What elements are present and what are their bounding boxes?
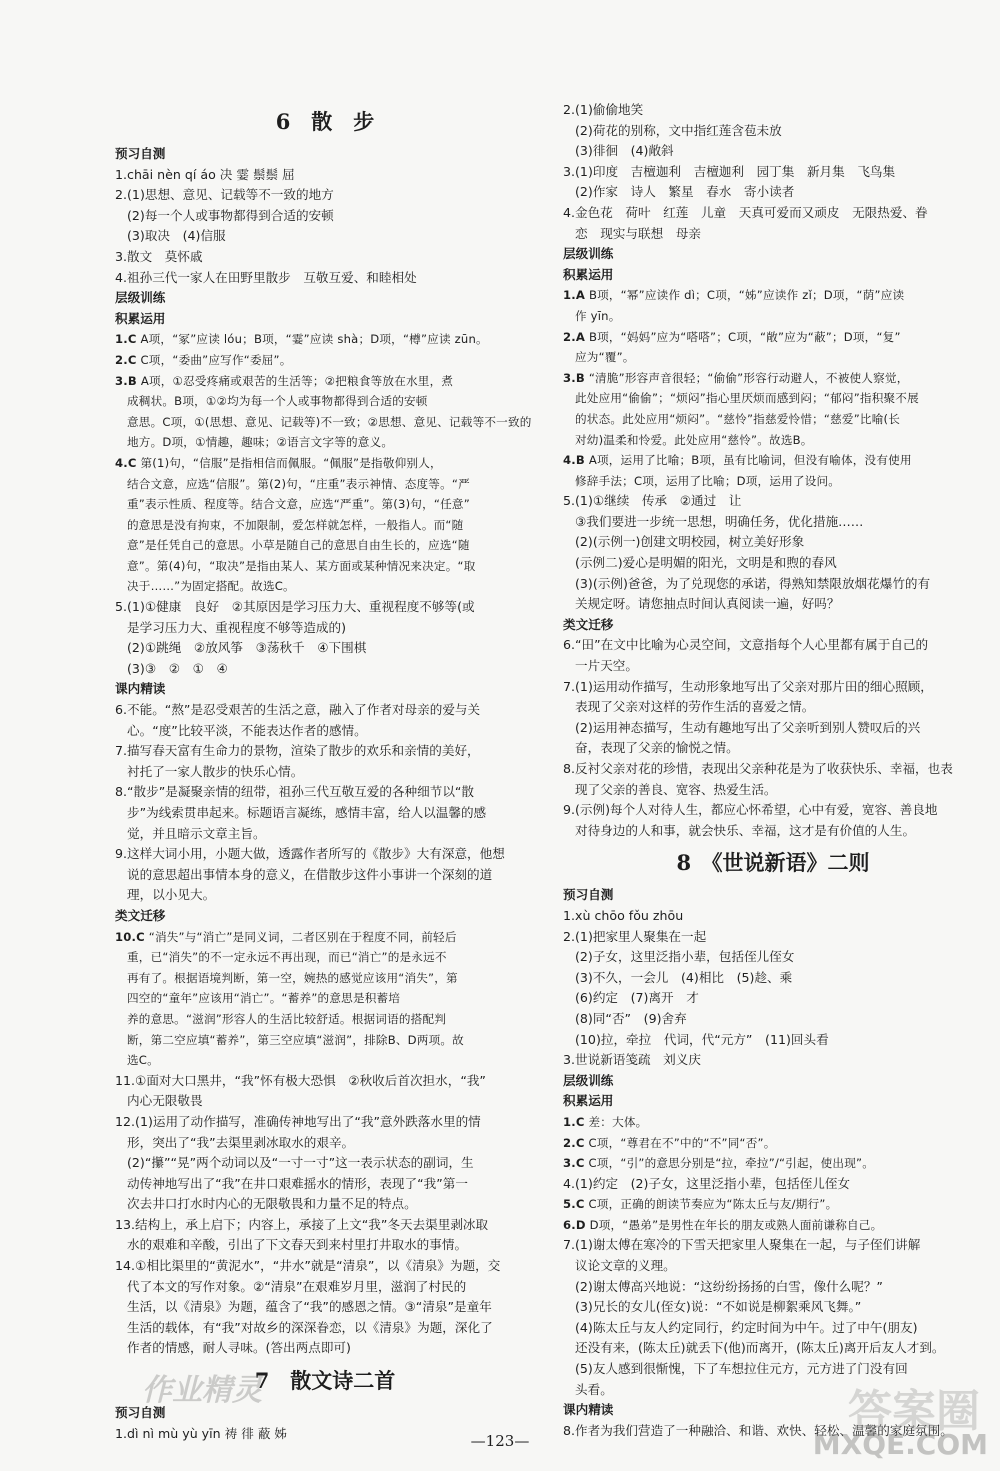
section-heading: 预习自测 bbox=[563, 887, 614, 903]
explanation-text: 决于……”为固定搭配。故选C。 bbox=[127, 579, 295, 594]
answer-number: 2.C bbox=[563, 1135, 585, 1150]
explanation-text: 修辞手法；C项，运用了比喻；D项，运用了设问。 bbox=[575, 473, 841, 488]
answer-line: (3)兄长的女儿(侄女)说：“不如说是柳絮乘风飞舞。” bbox=[575, 1299, 862, 1315]
watermark-logo: 答案圈 bbox=[848, 1386, 980, 1437]
answer-line: 形，突出了“我”去渠里剥冰取水的艰辛。 bbox=[127, 1134, 355, 1150]
explanation-text: 意”。第(4)句，“取决”是指由某人、某方面或某种情况来决定。“取 bbox=[127, 558, 476, 573]
answer-line: 头看。 bbox=[575, 1381, 613, 1397]
answer-line: 9.(示例)每个人对待人生，都应心怀希望，心中有爱，宽容、善良地 bbox=[563, 802, 938, 818]
answer-line: 恋 现实与联想 母亲 bbox=[575, 225, 701, 241]
answer-line: 作者的情感，耐人寻味。(答出两点即可) bbox=[127, 1340, 351, 1356]
explanation-line bbox=[563, 1194, 983, 1215]
explanation-line bbox=[115, 968, 535, 989]
explanation-line bbox=[563, 347, 983, 368]
explanation-line bbox=[563, 1112, 983, 1133]
answer-line: 表现了父亲对这样的劳作生活的喜爱之情。 bbox=[575, 699, 815, 715]
explanation-line bbox=[563, 1153, 983, 1174]
answer-line: (2)运用神态描写，生动有趣地写出了父亲听到别人赞叹后的兴 bbox=[575, 719, 921, 735]
explanation-text: 养的意思。“滋润”形容人的生活比较舒适。根据词语的搭配判 bbox=[127, 1011, 447, 1026]
explanation-line bbox=[563, 327, 983, 348]
answer-number: 4.B bbox=[563, 453, 585, 468]
subsection-heading: 积累运用 bbox=[115, 310, 166, 326]
explanation-text: 重”表示性质、程度等。结合文意，应选“严重”。第(3)句，“任意” bbox=[127, 497, 470, 512]
section-heading: 层级训练 bbox=[563, 1072, 614, 1088]
answer-line: 2.(1)把家里人聚集在一起 bbox=[563, 928, 707, 944]
answer-line: 心。“度”比较平淡，不能表达作者的感情。 bbox=[127, 722, 367, 738]
explanation-text: 意”是任凭自己的意思。小草是随自己的意思自由生长的，应选“随 bbox=[127, 538, 470, 553]
answer-line: (2)作家 诗人 繁星 春水 寄小读者 bbox=[575, 184, 795, 200]
explanation-text: 差：大体。 bbox=[588, 1114, 648, 1129]
answer-number: 1.A bbox=[563, 288, 586, 303]
answer-line: (6)约定 (7)离开 才 bbox=[575, 990, 699, 1006]
explanation-line bbox=[115, 576, 535, 597]
explanation-line bbox=[563, 450, 983, 471]
explanation-line bbox=[115, 556, 535, 577]
answer-line: 动传神地写出了“我”在井口艰难摇水的情形，表现了“我”第一 bbox=[127, 1175, 468, 1191]
answer-line: ③我们要进一步统一思想，明确任务，优化措施…… bbox=[575, 513, 864, 529]
answer-line: 步”为线索贯串起来。标题语言凝练，感情丰富，给人以温馨的感 bbox=[127, 805, 487, 820]
explanation-line bbox=[115, 494, 535, 515]
answer-line: (4)陈太丘与友人约定同行，约定时间为中午。过了中午(朋友) bbox=[575, 1319, 918, 1335]
answer-line: 7.(1)谢太傅在寒冷的下雪天把家里人聚集在一起，与子侄们讲解 bbox=[563, 1237, 921, 1253]
answer-line: 4.祖孙三代一家人在田野里散步 互敬互爱、和睦相处 bbox=[115, 269, 417, 285]
explanation-line bbox=[115, 474, 535, 495]
explanation-text: B项，“幂”应读作 dì；C项，“姊”应读作 zǐ；D项，“荫”应读 bbox=[588, 288, 905, 303]
answer-line: 水的艰难和辛酸，引出了下文春天到来村里打井取水的事情。 bbox=[127, 1237, 468, 1253]
explanation-text: 再有了。根据语境判断，第一空，婉热的感觉应该用“消失”，第 bbox=[127, 970, 458, 985]
explanation-text: C项，正确的朗读节奏应为“陈太丘与友/期行”。 bbox=[588, 1197, 838, 1212]
subsection-heading: 课内精读 bbox=[115, 681, 166, 697]
answer-line: 议论文章的义理。 bbox=[575, 1258, 676, 1274]
answer-line: 是学习压力大、重视程度不够等造成的) bbox=[127, 619, 347, 635]
explanation-text: 作 yīn。 bbox=[575, 308, 621, 323]
answer-line: (3)不久，一会儿 (4)相比 (5)趁、乘 bbox=[575, 969, 793, 985]
answer-line: (2)子女，这里泛指小辈，包括侄儿侄女 bbox=[575, 949, 795, 965]
answer-line: 1.xù chōo fǒu zhōu bbox=[563, 907, 684, 923]
answer-line: 3.散文 莫怀戚 bbox=[115, 248, 203, 264]
explanation-text: 应为“覆”。 bbox=[575, 350, 635, 365]
answer-line: 理，以小见大。 bbox=[127, 887, 216, 903]
answer-line: 14.①相比渠里的“黄泥水”，“井水”就是“清泉”，以《清泉》为题，交 bbox=[115, 1258, 501, 1274]
section-title: 7 散文诗二首 bbox=[254, 1368, 396, 1394]
explanation-line bbox=[115, 371, 535, 392]
answer-line: (3)③ ② ① ④ bbox=[127, 660, 228, 676]
explanation-text: 结合文意，应选“信服”。第(2)句，“庄重”表示神情、态度等。“严 bbox=[127, 476, 470, 491]
explanation-text: 意思。C项，①(思想、意见、记载等)不一致；②思想、意见、记载等不一致的 bbox=[127, 414, 532, 429]
explanation-line bbox=[115, 927, 535, 948]
answer-line: 6.“田”在文中比喻为心灵空间，文意指每个人心里都有属于自己的 bbox=[563, 637, 929, 653]
explanation-line bbox=[563, 409, 983, 430]
answer-line: 6.不能。“熬”是忍受艰苦的生活之意，融入了作者对母亲的爱与关 bbox=[115, 702, 481, 718]
explanation-line bbox=[563, 368, 983, 389]
right-column bbox=[563, 100, 983, 1441]
answer-line: 说的意思超出事情本身的意义，在借散步这件小事讲一个深刻的道 bbox=[127, 866, 493, 882]
explanation-line bbox=[115, 535, 535, 556]
explanation-line bbox=[115, 988, 535, 1009]
answer-line: (2)①跳绳 ②放风筝 ③荡秋千 ④下围棋 bbox=[127, 640, 367, 656]
left-column bbox=[115, 100, 535, 1444]
answer-line: 觉，并且暗示文章主旨。 bbox=[127, 825, 266, 841]
explanation-line bbox=[115, 391, 535, 412]
explanation-line bbox=[563, 285, 983, 306]
answer-line: (8)同“否” (9)舍弃 bbox=[575, 1010, 687, 1026]
answer-number: 2.A bbox=[563, 329, 586, 344]
answer-line: 2.(1)思想、意见、记载等不一致的地方 bbox=[115, 187, 334, 203]
explanation-text: C项，“委曲”应写作“委屈”。 bbox=[140, 352, 292, 367]
answer-line: 衬托了一家人散步的快乐心情。 bbox=[127, 763, 304, 779]
explanation-text: 地方。D项，①情趣，趣味；②语言文字等的意义。 bbox=[127, 435, 394, 450]
answer-line: 生活，以《清泉》为题，蕴含了“我”的感恩之情。③“清泉”是童年 bbox=[127, 1299, 492, 1315]
explanation-line bbox=[115, 1050, 535, 1071]
answer-line: 7.(1)运用动作描写，生动形象地写出了父亲对那片田的细心照顾， bbox=[563, 678, 933, 694]
answer-number: 1.C bbox=[563, 1114, 585, 1129]
answer-line: 11.①面对大口黑井，“我”怀有极大恐惧 ②秋收后首次担水，“我” bbox=[115, 1072, 486, 1088]
section-heading: 层级训练 bbox=[115, 290, 166, 306]
subsection-heading: 类文迁移 bbox=[563, 616, 614, 632]
explanation-text: 此处应用“偷偷”；“烦闷”指心里厌烦而感到闷；“郁闷”指积聚不展 bbox=[575, 391, 919, 406]
answer-line: 生活的载体，有“我”对故乡的深深眷恋，以《清泉》为题，深化了 bbox=[127, 1319, 493, 1335]
answer-line: (示例二)爱心是明媚的阳光，文明是和煦的春风 bbox=[575, 555, 837, 571]
explanation-line bbox=[115, 432, 535, 453]
answer-line: 5.(1)①健康 良好 ②其原因是学习压力大、重视程度不够等(或 bbox=[115, 599, 475, 615]
answer-line: (3)(示例)爸爸，为了兑现您的承诺，得熟知禁限放烟花爆竹的有 bbox=[575, 575, 931, 591]
explanation-line bbox=[563, 430, 983, 451]
answer-number: 3.B bbox=[115, 373, 137, 388]
answer-line: (3)取决 (4)信服 bbox=[127, 228, 226, 244]
answer-number: 2.C bbox=[115, 352, 137, 367]
answer-line: (2)每一个人或事物都得到合适的安顿 bbox=[127, 207, 334, 223]
answer-line: 内心无限敬畏 bbox=[127, 1093, 203, 1109]
explanation-text: B项，“妈妈”应为“嗒嗒”；C项，“敞”应为“蔽”；D项，“复” bbox=[588, 329, 901, 344]
answer-line: 4.金色花 荷叶 红莲 儿童 天真可爱而又顽皮 无限热爱、眷 bbox=[563, 204, 928, 220]
section-heading: 层级训练 bbox=[563, 246, 614, 262]
answer-number: 6.D bbox=[563, 1217, 586, 1232]
answer-line: 3.世说新语笺疏 刘义庆 bbox=[563, 1052, 701, 1068]
answer-line: 还没有来，(陈太丘)就丢下(他)而离开，(陈太丘)离开后友人才到。 bbox=[575, 1340, 945, 1356]
explanation-text: 成稠状。B项，①②均为每一个人或事物都得到合适的安顿 bbox=[127, 394, 428, 409]
explanation-text: “消失”与“消亡”是同义词，二者区别在于程度不同，前轻后 bbox=[148, 929, 457, 944]
answer-line: (2)谢太傅高兴地说：“这纷纷扬扬的白雪，像什么呢？” bbox=[575, 1278, 883, 1294]
explanation-line bbox=[115, 515, 535, 536]
explanation-line bbox=[563, 388, 983, 409]
subsection-heading: 积累运用 bbox=[563, 266, 614, 282]
answer-line: 次去井口打水时内心的无限敬畏和力量不足的特点。 bbox=[127, 1196, 417, 1212]
answer-line: 13.结构上，承上启下；内容上，承接了上文“我”冬天去渠里剥冰取 bbox=[115, 1216, 489, 1232]
explanation-line bbox=[563, 1133, 983, 1154]
explanation-line bbox=[115, 453, 535, 474]
explanation-text: A项，“冢”应读 lóu；B项，“霎”应读 shà；D项，“樽”应读 zūn。 bbox=[140, 332, 488, 347]
explanation-text: 四空的“童年”应该用“消亡”。“蓄养”的意思是积蓄培 bbox=[127, 991, 401, 1006]
subsection-heading: 课内精读 bbox=[563, 1402, 614, 1418]
explanation-text: 重，已“消失”的不一定永远不再出现，而已“消亡”的是永远不 bbox=[127, 950, 447, 965]
explanation-text: C项，“尊君在不”中的“不”同“否”。 bbox=[588, 1135, 776, 1150]
explanation-text: D项，“愚弟”是男性在年长的朋友或熟人面前谦称自己。 bbox=[589, 1217, 883, 1232]
explanation-line bbox=[115, 412, 535, 433]
answer-number: 4.C bbox=[115, 455, 137, 470]
answer-line: 一片天空。 bbox=[575, 658, 638, 674]
section-heading: 预习自测 bbox=[115, 146, 166, 161]
subsection-heading: 积累运用 bbox=[563, 1093, 614, 1109]
explanation-text: “清脆”形容声音很轻；“偷偷”形容行动避人，不被使人察觉， bbox=[588, 370, 909, 385]
answer-line: 8.反衬父亲对花的珍惜，表现出父亲种花是为了收获快乐、幸福，也表 bbox=[563, 761, 953, 776]
explanation-line bbox=[115, 1009, 535, 1030]
answer-line: (10)拉，牵拉 代词，代“元方” (11)回头看 bbox=[575, 1031, 829, 1047]
page-number: — 123 — bbox=[0, 1432, 1000, 1450]
answer-line: 2.(1)偷偷地笑 bbox=[563, 102, 644, 117]
explanation-line bbox=[563, 471, 983, 492]
answer-line: (2)荷花的别称，文中指红莲含苞未放 bbox=[575, 122, 782, 138]
answer-line: 奋，表现了父亲的愉悦之情。 bbox=[575, 740, 739, 756]
explanation-text: 的状态。此处应用“烦闷”。“慈怜”指慈爱怜惜；“慈爱”比喻(长 bbox=[575, 411, 901, 426]
answer-number: 3.C bbox=[563, 1156, 585, 1171]
watermark-site: MXQE.COM bbox=[812, 1428, 988, 1461]
explanation-text: 的意思是没有拘束，不加限制，爱怎样就怎样，一般指人。而“随 bbox=[127, 517, 464, 532]
subsection-heading: 类文迁移 bbox=[115, 907, 166, 923]
watermark-text: 作业精灵 bbox=[142, 1373, 262, 1408]
explanation-line bbox=[563, 1215, 983, 1236]
answer-line: 8.“散步”是凝聚亲情的纽带，祖孙三代互敬互爱的各种细节以“散 bbox=[115, 784, 475, 800]
explanation-line bbox=[115, 350, 535, 371]
answer-line: 对待身边的人和事，就会快乐、幸福，这才是有价值的人生。 bbox=[575, 822, 916, 838]
explanation-line bbox=[563, 306, 983, 327]
answer-line: 4.(1)约定 (2)子女，这里泛指小辈，包括侄儿侄女 bbox=[563, 1175, 850, 1191]
answer-line: 关规定呀。请您抽点时间认真阅读一遍，好吗？ bbox=[575, 596, 840, 612]
answer-line: 3.(1)印度 吉檀迦利 吉檀迦利 园丁集 新月集 飞鸟集 bbox=[563, 163, 896, 179]
explanation-line bbox=[115, 1030, 535, 1051]
explanation-text: 断，第二空应填“蓄养”，第三空应填“滋润”，排除B、D两项。故 bbox=[127, 1032, 464, 1047]
answer-line: 7.描写春天富有生命力的景物，渲染了散步的欢乐和亲情的美好， bbox=[115, 743, 480, 759]
explanation-line bbox=[115, 947, 535, 968]
explanation-text: 选C。 bbox=[127, 1053, 159, 1068]
answer-line: (3)徘徊 (4)敞斜 bbox=[575, 143, 674, 159]
explanation-line bbox=[115, 329, 535, 350]
answer-number: 1.C bbox=[115, 332, 137, 347]
answer-line: 代了本文的写作对象。②“清泉”在艰难岁月里，滋润了村民的 bbox=[127, 1278, 467, 1294]
answer-line: 9.这样大词小用，小题大做，透露作者所写的《散步》大有深意，他想 bbox=[115, 846, 505, 862]
answer-line: 5.(1)①继续 传承 ②通过 让 bbox=[563, 493, 742, 509]
section-heading: 预习自测 bbox=[115, 1405, 166, 1421]
answer-line: (5)友人感到很惭愧，下了车想拉住元方，元方进了门没有回 bbox=[575, 1361, 908, 1377]
answer-line: 1.dì nì mù yù yīn 祷 徘 蔽 姊 bbox=[115, 1425, 288, 1441]
explanation-text: A项，运用了比喻；B项，虽有比喻词，但没有喻体，没有使用 bbox=[588, 453, 912, 468]
answer-line: 1.chāi nèn qí áo 决 霎 鬃鬃 屈 bbox=[115, 166, 295, 182]
explanation-text: A项，①忍受疼痛或艰苦的生活等；②把粮食等放在水里，煮 bbox=[140, 373, 454, 388]
answer-line: 12.(1)运用了动作描写，准确传神地写出了“我”意外跌落水里的情 bbox=[115, 1113, 481, 1129]
explanation-text: C项，“引”的意思分别是“拉，牵拉”/“引起，使出现”。 bbox=[588, 1156, 875, 1171]
answer-number: 10.C bbox=[115, 929, 145, 944]
answer-number: 3.B bbox=[563, 370, 585, 385]
section-title: 8 《世说新语》二则 bbox=[676, 850, 870, 876]
answer-line: (2)“攥”“晃”两个动词以及“一寸一寸”这一表示状态的副词，生 bbox=[127, 1155, 474, 1171]
answer-line: 现了父亲的善良、宽容、热爱生活。 bbox=[575, 781, 777, 797]
answer-line: (2)(示例一)创建文明校园，树立美好形象 bbox=[575, 534, 805, 550]
answer-line: 8.作者为我们营造了一种融洽、和谐、欢快、轻松、温馨的家庭氛围。 bbox=[563, 1422, 953, 1438]
answer-number: 5.C bbox=[563, 1197, 585, 1212]
explanation-text: 第(1)句，“信服”是指相信而佩服。“佩服”是指敬仰别人， bbox=[140, 455, 442, 470]
explanation-text: 对幼)温柔和怜爱。此处应用“慈怜”。故选B。 bbox=[575, 432, 813, 447]
section-title: 6 散 步 bbox=[275, 109, 375, 134]
